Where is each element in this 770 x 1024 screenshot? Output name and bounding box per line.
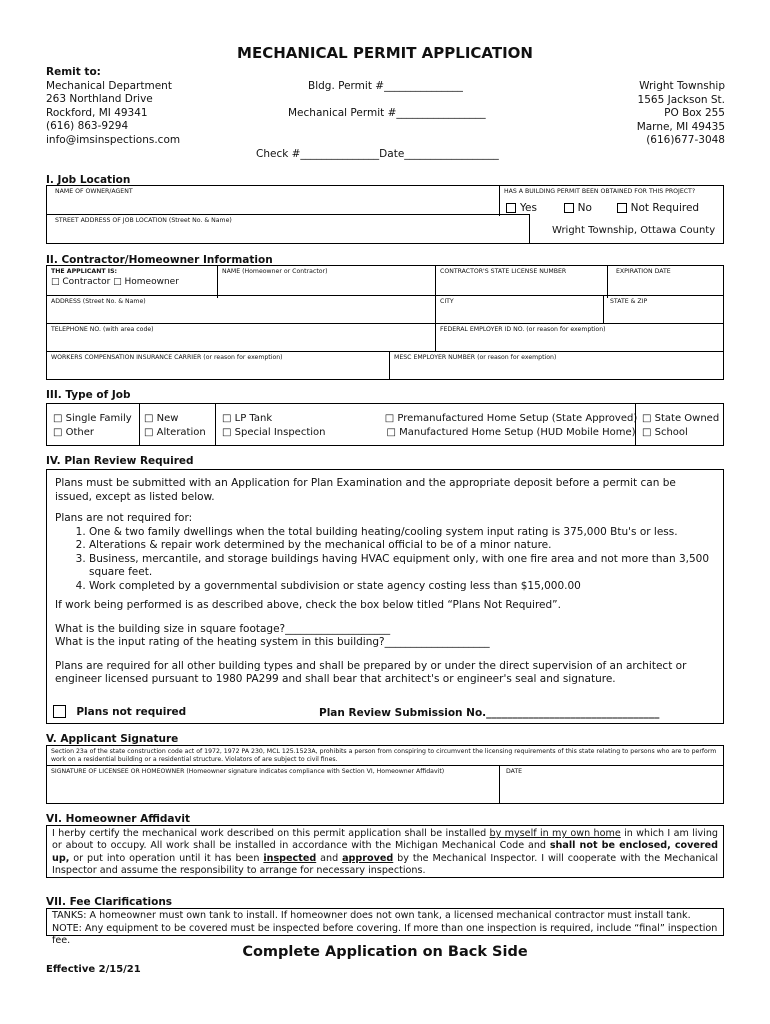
plan-review-box (46, 469, 724, 724)
section-heading: III. Type of Job (46, 389, 131, 401)
section-heading: VII. Fee Clarifications (46, 896, 173, 908)
not-required-label: Not Required (630, 202, 700, 214)
license-label: CONTRACTOR'S STATE LICENSE NUMBER (440, 268, 567, 275)
list-item: 4. Work completed by a governmental subdivision or state agency costing less than $15,000.00 (89, 580, 715, 594)
remit-block (46, 66, 180, 147)
yes-label: Yes (520, 202, 537, 214)
permit-question: HAS A BUILDING PERMIT BEEN OBTAINED FOR THIS PROJECT? (504, 188, 696, 195)
township-line: (616)677-3048 (646, 134, 725, 146)
plans-not-required-checkbox[interactable] (53, 705, 66, 718)
remit-line: Rockford, MI 49341 (46, 106, 148, 119)
affidavit-emphasis: shall not be enclosed, covered up, (52, 840, 719, 864)
date-cell[interactable] (499, 765, 723, 803)
bldg-permit-field[interactable]: Bldg. Permit #_______________ (308, 80, 463, 92)
affidavit-emphasis: by myself in my own home (489, 828, 621, 839)
plans-required-text: Plans are required for all other building types and shall be prepared by or under the direct supervision of an architect or engineer licensed pursuant to 1980 PA299 and shall bear that architect's or engineer's seal and signature. (55, 659, 687, 685)
plans-not-required-label: Plans not required (76, 705, 187, 718)
applicant-label: THE APPLICANT IS: (51, 268, 117, 275)
applicant-cell (47, 266, 217, 298)
job-type-col-5[interactable] (635, 404, 719, 445)
affidavit-text: in which I am living or about to occupy. All work shall be installed in accordance with the Michigan Mechanical Code and (52, 828, 719, 852)
check-date-field[interactable]: Check #_______________Date__________________ (256, 148, 499, 160)
phone-label: TELEPHONE NO. (with area code) (51, 326, 154, 333)
township-line: Marne, MI 49435 (636, 120, 725, 133)
expiration-cell[interactable] (607, 266, 723, 298)
fees-box (46, 908, 724, 946)
signature-label: SIGNATURE OF LICENSEE OR HOMEOWNER (Homeowner signature indicates compliance with Section VI, Homeowner Affidavit) (51, 768, 445, 775)
list-item: 1. One & two family dwellings when the total building heating/cooling system input rating is 375,000 Btu's or less. (89, 526, 715, 540)
township-block (637, 80, 725, 148)
inspection-note: NOTE: Any equipment to be covered must be inspected before covering. If more than one inspection is required, include “final” inspection fee. (52, 922, 718, 946)
remit-line: info@imsinspections.com (46, 133, 181, 146)
state-owned-option[interactable]: □ State Owned (642, 413, 720, 424)
not-required-checkbox[interactable] (617, 203, 627, 213)
affidavit-text: or put into operation until it has been (69, 852, 264, 864)
name-cell[interactable] (217, 266, 435, 298)
township-line: 1565 Jackson St. (637, 93, 725, 106)
mesc-cell[interactable] (389, 351, 723, 379)
affidavit-text: by the Mechanical Inspector. I will cooperate with the Mechanical Inspector and assume the responsibility to arrange for necessary inspections. (52, 852, 718, 876)
contractor-table (46, 265, 724, 380)
section-heading: IV. Plan Review Required (46, 455, 194, 467)
signature-table (46, 745, 724, 804)
signature-cell[interactable] (47, 765, 499, 803)
name-label: NAME (Homeowner or Contractor) (222, 268, 328, 275)
single-family-option[interactable]: □ Single Family (53, 413, 132, 424)
list-item: 3. Business, mercantile, and storage buildings having HVAC equipment only, with one fire area and not more than 3,500 square feet. (89, 553, 715, 580)
submission-row[interactable] (319, 707, 659, 721)
no-checkbox[interactable] (564, 203, 574, 213)
workers-comp-cell[interactable] (47, 351, 389, 379)
permit-question-cell (499, 186, 723, 216)
lp-tank-option[interactable]: □ LP Tank (222, 413, 273, 424)
applicant-options[interactable]: □ Contractor □ Homeowner (51, 277, 179, 287)
mech-permit-field[interactable]: Mechanical Permit #_________________ (288, 107, 486, 119)
township-value-cell (529, 214, 723, 243)
new-option[interactable]: □ New (144, 413, 179, 424)
state-cell[interactable] (603, 295, 723, 323)
remit-heading: Remit to: (46, 66, 101, 78)
township-line: PO Box 255 (664, 107, 725, 119)
school-option[interactable]: □ School (642, 426, 688, 438)
job-location-table (46, 185, 724, 244)
submission-blank[interactable]: _________________________________ (486, 707, 660, 719)
premanufactured-option[interactable]: □ Premanufactured Home Setup (State Approved) (384, 413, 638, 424)
mesc-label: MESC EMPLOYER NUMBER (or reason for exemption) (394, 354, 557, 361)
list-item: 2. Alterations & repair work determined by the mechanical official to be of a minor nature. (89, 539, 715, 553)
section-heading: VI. Homeowner Affidavit (46, 813, 190, 825)
job-type-col-1[interactable] (53, 412, 132, 439)
affidavit-emphasis: approved (342, 852, 394, 864)
special-inspection-option[interactable]: □ Special Inspection (222, 426, 326, 438)
street-cell[interactable] (47, 214, 529, 243)
address-cell[interactable] (47, 295, 435, 323)
job-type-col-4[interactable] (381, 412, 641, 439)
section-heading: V. Applicant Signature (46, 733, 179, 745)
tanks-note: TANKS: A homeowner must own tank to install. If homeowner does not own tank, a licensed mechanical contractor must install tank. (52, 910, 691, 921)
page-title: MECHANICAL PERMIT APPLICATION (237, 44, 533, 62)
job-type-table (46, 403, 724, 446)
plans-not-required-heading: Plans are not required for: (55, 512, 193, 524)
fein-cell[interactable] (435, 323, 723, 351)
plans-not-required-row (53, 705, 186, 719)
section-heading: I. Job Location (46, 174, 131, 186)
exemptions-list (55, 526, 715, 594)
state-label: STATE & ZIP (610, 298, 648, 305)
date-label: DATE (506, 768, 523, 775)
street-label: STREET ADDRESS OF JOB LOCATION (Street No. & Name) (55, 217, 232, 224)
affidavit-text: I herby certify the mechanical work described on this permit application shall be installed (52, 828, 490, 839)
other-option[interactable]: □ Other (53, 426, 95, 438)
job-type-col-2[interactable] (139, 404, 206, 445)
workers-comp-label: WORKERS COMPENSATION INSURANCE CARRIER (or reason for exemption) (51, 354, 283, 361)
city-cell[interactable] (435, 295, 603, 323)
yes-checkbox[interactable] (506, 203, 516, 213)
building-size-field[interactable]: What is the building size in square footage?____________________ (55, 622, 391, 635)
township-value: Wright Township, Ottawa County (552, 225, 716, 236)
affidavit-box (46, 825, 724, 878)
expiration-label: EXPIRATION DATE (616, 268, 671, 275)
township-line: Wright Township (639, 80, 725, 92)
no-label: No (577, 202, 592, 214)
affidavit-emphasis: inspected (263, 852, 317, 864)
effective-date: Effective 2/15/21 (46, 964, 141, 975)
city-label: CITY (440, 298, 454, 305)
license-cell[interactable] (435, 266, 607, 298)
manufactured-option[interactable]: □ Manufactured Home Setup (HUD Mobile Home) (386, 426, 636, 438)
job-type-col-3[interactable] (215, 404, 326, 445)
remit-line: Mechanical Department (46, 79, 172, 92)
owner-label: NAME OF OWNER/AGENT (55, 188, 133, 195)
alteration-option[interactable]: □ Alteration (144, 426, 206, 438)
plan-review-intro: Plans must be submitted with an Application for Plan Examination and the appropriate deposit before a permit can be issued, except as listed below. (55, 477, 676, 503)
section-heading: II. Contractor/Homeowner Information (46, 254, 273, 266)
fein-label: FEDERAL EMPLOYER ID NO. (or reason for exemption) (440, 326, 606, 333)
affidavit-text: and (316, 852, 343, 864)
submission-label: Plan Review Submission No. (319, 707, 487, 719)
plan-review-instruction: If work being performed is as described above, check the box below titled “Plans Not Required”. (55, 599, 561, 611)
remit-line: 263 Northland Drive (46, 93, 153, 105)
input-rating-field[interactable]: What is the input rating of the heating system in this building?____________________ (55, 636, 490, 648)
phone-cell[interactable] (47, 323, 435, 351)
back-side-notice: Complete Application on Back Side (242, 944, 528, 960)
remit-line: (616) 863-9294 (46, 120, 129, 132)
address-label: ADDRESS (Street No. & Name) (51, 298, 146, 305)
signature-notice: Section 23a of the state construction code act of 1972, 1972 PA 230, MCL 125.1523A, prohibits a person from conspiring to circumvent the licensing requirements of this state relating to persons who are to perform work on a residential building or a residential structure. Violators of are subject to civil fines. (51, 748, 717, 763)
